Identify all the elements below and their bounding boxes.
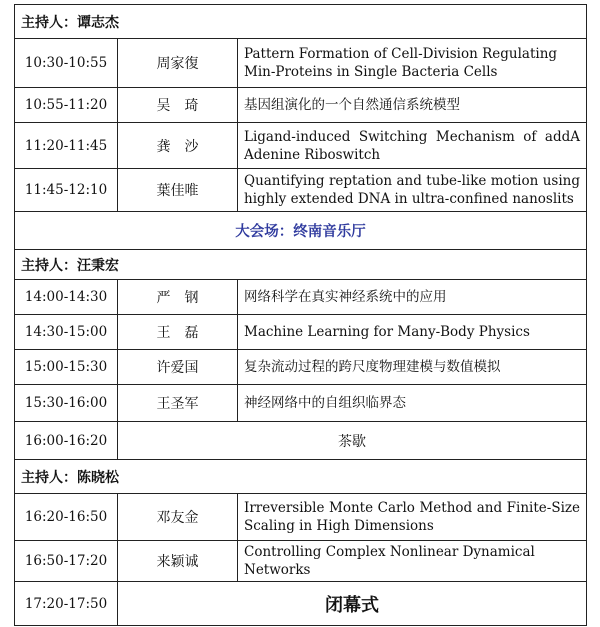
session-time: 11:20-11:45: [15, 123, 118, 169]
session-time: 14:00-14:30: [15, 280, 118, 315]
session-speaker: 许爱国: [118, 350, 238, 385]
session-title: Pattern Formation of Cell-Division Regulating Min-Proteins in Single Bacteria Cells: [238, 39, 587, 88]
session-time: 16:50-17:20: [15, 541, 118, 582]
session-speaker: 王 磊: [118, 315, 238, 350]
session-title: Ligand-induced Switching Mechanism of addA Adenine Riboswitch: [238, 123, 587, 169]
session-time: 10:55-11:20: [15, 88, 118, 123]
session-row: [15, 494, 587, 541]
session-speaker: 来颖诚: [118, 541, 238, 582]
session-title: Controlling Complex Nonlinear Dynamical Networks: [238, 541, 587, 582]
session-time: 16:00-16:20: [15, 422, 118, 460]
session-title: 基因组演化的一个自然通信系统模型: [238, 88, 587, 123]
session-row: [15, 315, 587, 350]
session-row: [15, 169, 587, 212]
session-time: 10:30-10:55: [15, 39, 118, 88]
session-row: [15, 350, 587, 385]
session-speaker: 王圣军: [118, 385, 238, 422]
host-label: 主持人：陈晓松: [15, 460, 587, 494]
session-time: 15:30-16:00: [15, 385, 118, 422]
host-row: [15, 250, 587, 280]
session-title: Machine Learning for Many-Body Physics: [238, 315, 587, 350]
host-label: 主持人：谭志杰: [15, 5, 587, 39]
session-speaker: 严 钢: [118, 280, 238, 315]
session-title: 网络科学在真实神经系统中的应用: [238, 280, 587, 315]
session-speaker: 邓友金: [118, 494, 238, 541]
session-time: 14:30-15:00: [15, 315, 118, 350]
session-speaker: 龚 沙: [118, 123, 238, 169]
closing-row: [15, 582, 587, 626]
session-row: [15, 385, 587, 422]
session-row: [15, 39, 587, 88]
session-row: [15, 88, 587, 123]
session-row: [15, 280, 587, 315]
session-row: [15, 541, 587, 582]
session-row: [15, 123, 587, 169]
venue-row: [15, 212, 587, 250]
session-time: 16:20-16:50: [15, 494, 118, 541]
session-speaker: 吴 琦: [118, 88, 238, 123]
session-title: 复杂流动过程的跨尺度物理建模与数值模拟: [238, 350, 587, 385]
tea-break-label: 茶歇: [118, 422, 587, 460]
session-time: 17:20-17:50: [15, 582, 118, 626]
break-row: [15, 422, 587, 460]
closing-ceremony-label: 闭幕式: [118, 582, 587, 626]
host-row: [15, 460, 587, 494]
session-time: 11:45-12:10: [15, 169, 118, 212]
session-title: Quantifying reptation and tube-like motion using highly extended DNA in ultra-confined nanoslits: [238, 169, 587, 212]
session-title: Irreversible Monte Carlo Method and Finite-Size Scaling in High Dimensions: [238, 494, 587, 541]
venue-label: 大会场：终南音乐厅: [15, 212, 587, 250]
session-speaker: 葉佳唯: [118, 169, 238, 212]
host-label: 主持人：汪秉宏: [15, 250, 587, 280]
schedule-table: [14, 4, 587, 626]
session-speaker: 周家復: [118, 39, 238, 88]
session-time: 15:00-15:30: [15, 350, 118, 385]
session-title: 神经网络中的自组织临界态: [238, 385, 587, 422]
host-row: [15, 5, 587, 39]
